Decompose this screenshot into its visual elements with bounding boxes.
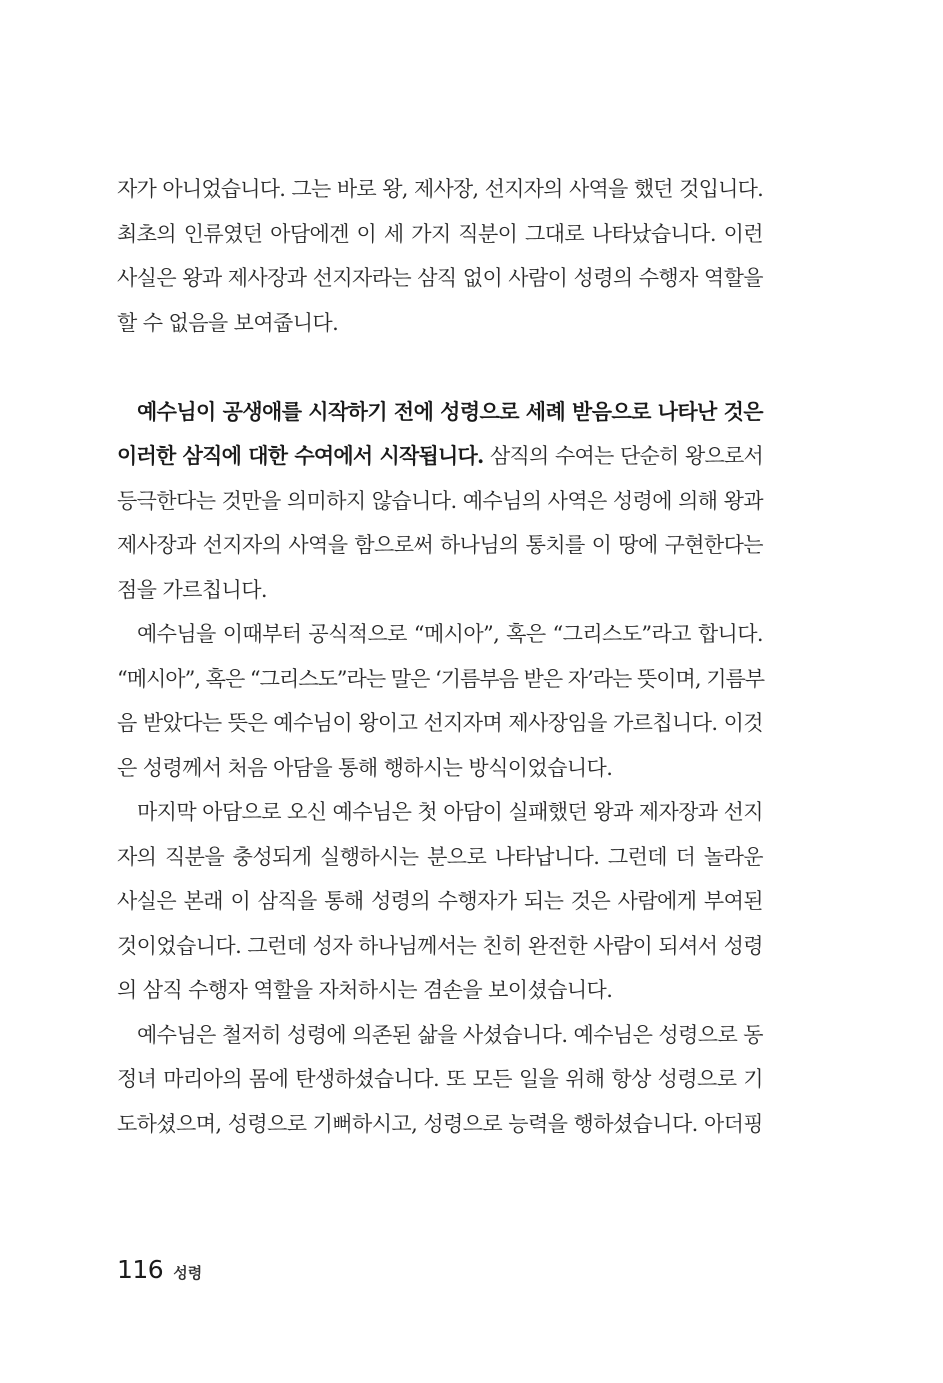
page-footer [117,1248,202,1292]
emphasized-line: 예수님이 공생애를 시작하기 전에 성령으로 세례 받음으로 나타난 것은 [137,398,763,424]
body-text [117,167,763,1146]
text-line: 할 수 없음을 보여줍니다. [117,310,339,335]
text-line: 사실은 본래 이 삼직을 통해 성령의 수행자가 되는 것은 사람에게 부여된 [117,889,763,913]
emphasized-text: 이러한 삼직에 대한 수여에서 시작됩니다. [117,443,484,468]
text-line: 마지막 아담으로 오신 예수님은 첫 아담이 실패했던 왕과 제자장과 선지 [137,800,763,824]
text-line: 예수님은 철저히 성령에 의존된 삶을 사셨습니다. 예수님은 성령으로 동 [137,1022,763,1047]
text-run: 삼직의 수여는 단순히 왕으로서 [483,444,763,468]
text-line: 의 삼직 수행자 역할을 자처하시는 겸손을 보이셨습니다. [117,978,613,1002]
text-line: 정녀 마리아의 몸에 탄생하셨습니다. 또 모든 일을 위해 항상 성령으로 기 [117,1067,763,1091]
text-line: 사실은 왕과 제사장과 선지자라는 삼직 없이 사람이 성령의 수행자 역할을 [117,266,763,290]
text-line: 제사장과 선지자의 사역을 함으로써 하나님의 통치를 이 땅에 구현한다는 [117,533,763,557]
text-line: 은 성령께서 처음 아담을 통해 행하시는 방식이었습니다. [117,755,613,780]
text-line: 것이었습니다. 그런데 성자 하나님께서는 친히 완전한 사람이 되셔서 성령 [117,933,763,958]
paragraph-2 [117,390,763,613]
text-line: 등극한다는 것만을 의미하지 않습니다. 예수님의 사역은 성령에 의해 왕과 [117,488,763,513]
paragraph-gap [117,345,763,390]
text-line: 자의 직분을 충성되게 실행하시는 분으로 나타납니다. 그런데 더 놀라운 [117,844,763,869]
text-line-mixed [117,434,763,479]
text-line: 자가 아니었습니다. 그는 바로 왕, 제사장, 선지자의 사역을 했던 것입니다. [117,177,763,201]
paragraph-1 [117,167,763,345]
text-line: 예수님을 이때부터 공식적으로 “메시아”, 혹은 “그리스도”라고 합니다. [137,622,763,646]
paragraph-4 [117,790,763,1013]
text-line: “메시아”, 혹은 “그리스도”라는 말은 ‘기름부음 받은 자’라는 뜻이며, 기름부 [117,666,765,691]
paragraph-5 [117,1013,763,1147]
text-line: 도하셨으며, 성령으로 기뻐하시고, 성령으로 능력을 행하셨습니다. 아더핑 [117,1111,763,1136]
running-head: 성령 [173,1264,203,1282]
paragraph-3 [117,612,763,790]
text-line: 최초의 인류였던 아담에겐 이 세 가지 직분이 그대로 나타났습니다. 이런 [117,221,763,246]
text-line: 점을 가르칩니다. [117,577,267,602]
text-line: 음 받았다는 뜻은 예수님이 왕이고 선지자며 제사장임을 가르칩니다. 이것 [117,711,763,735]
page-number: 116 [117,1255,164,1284]
